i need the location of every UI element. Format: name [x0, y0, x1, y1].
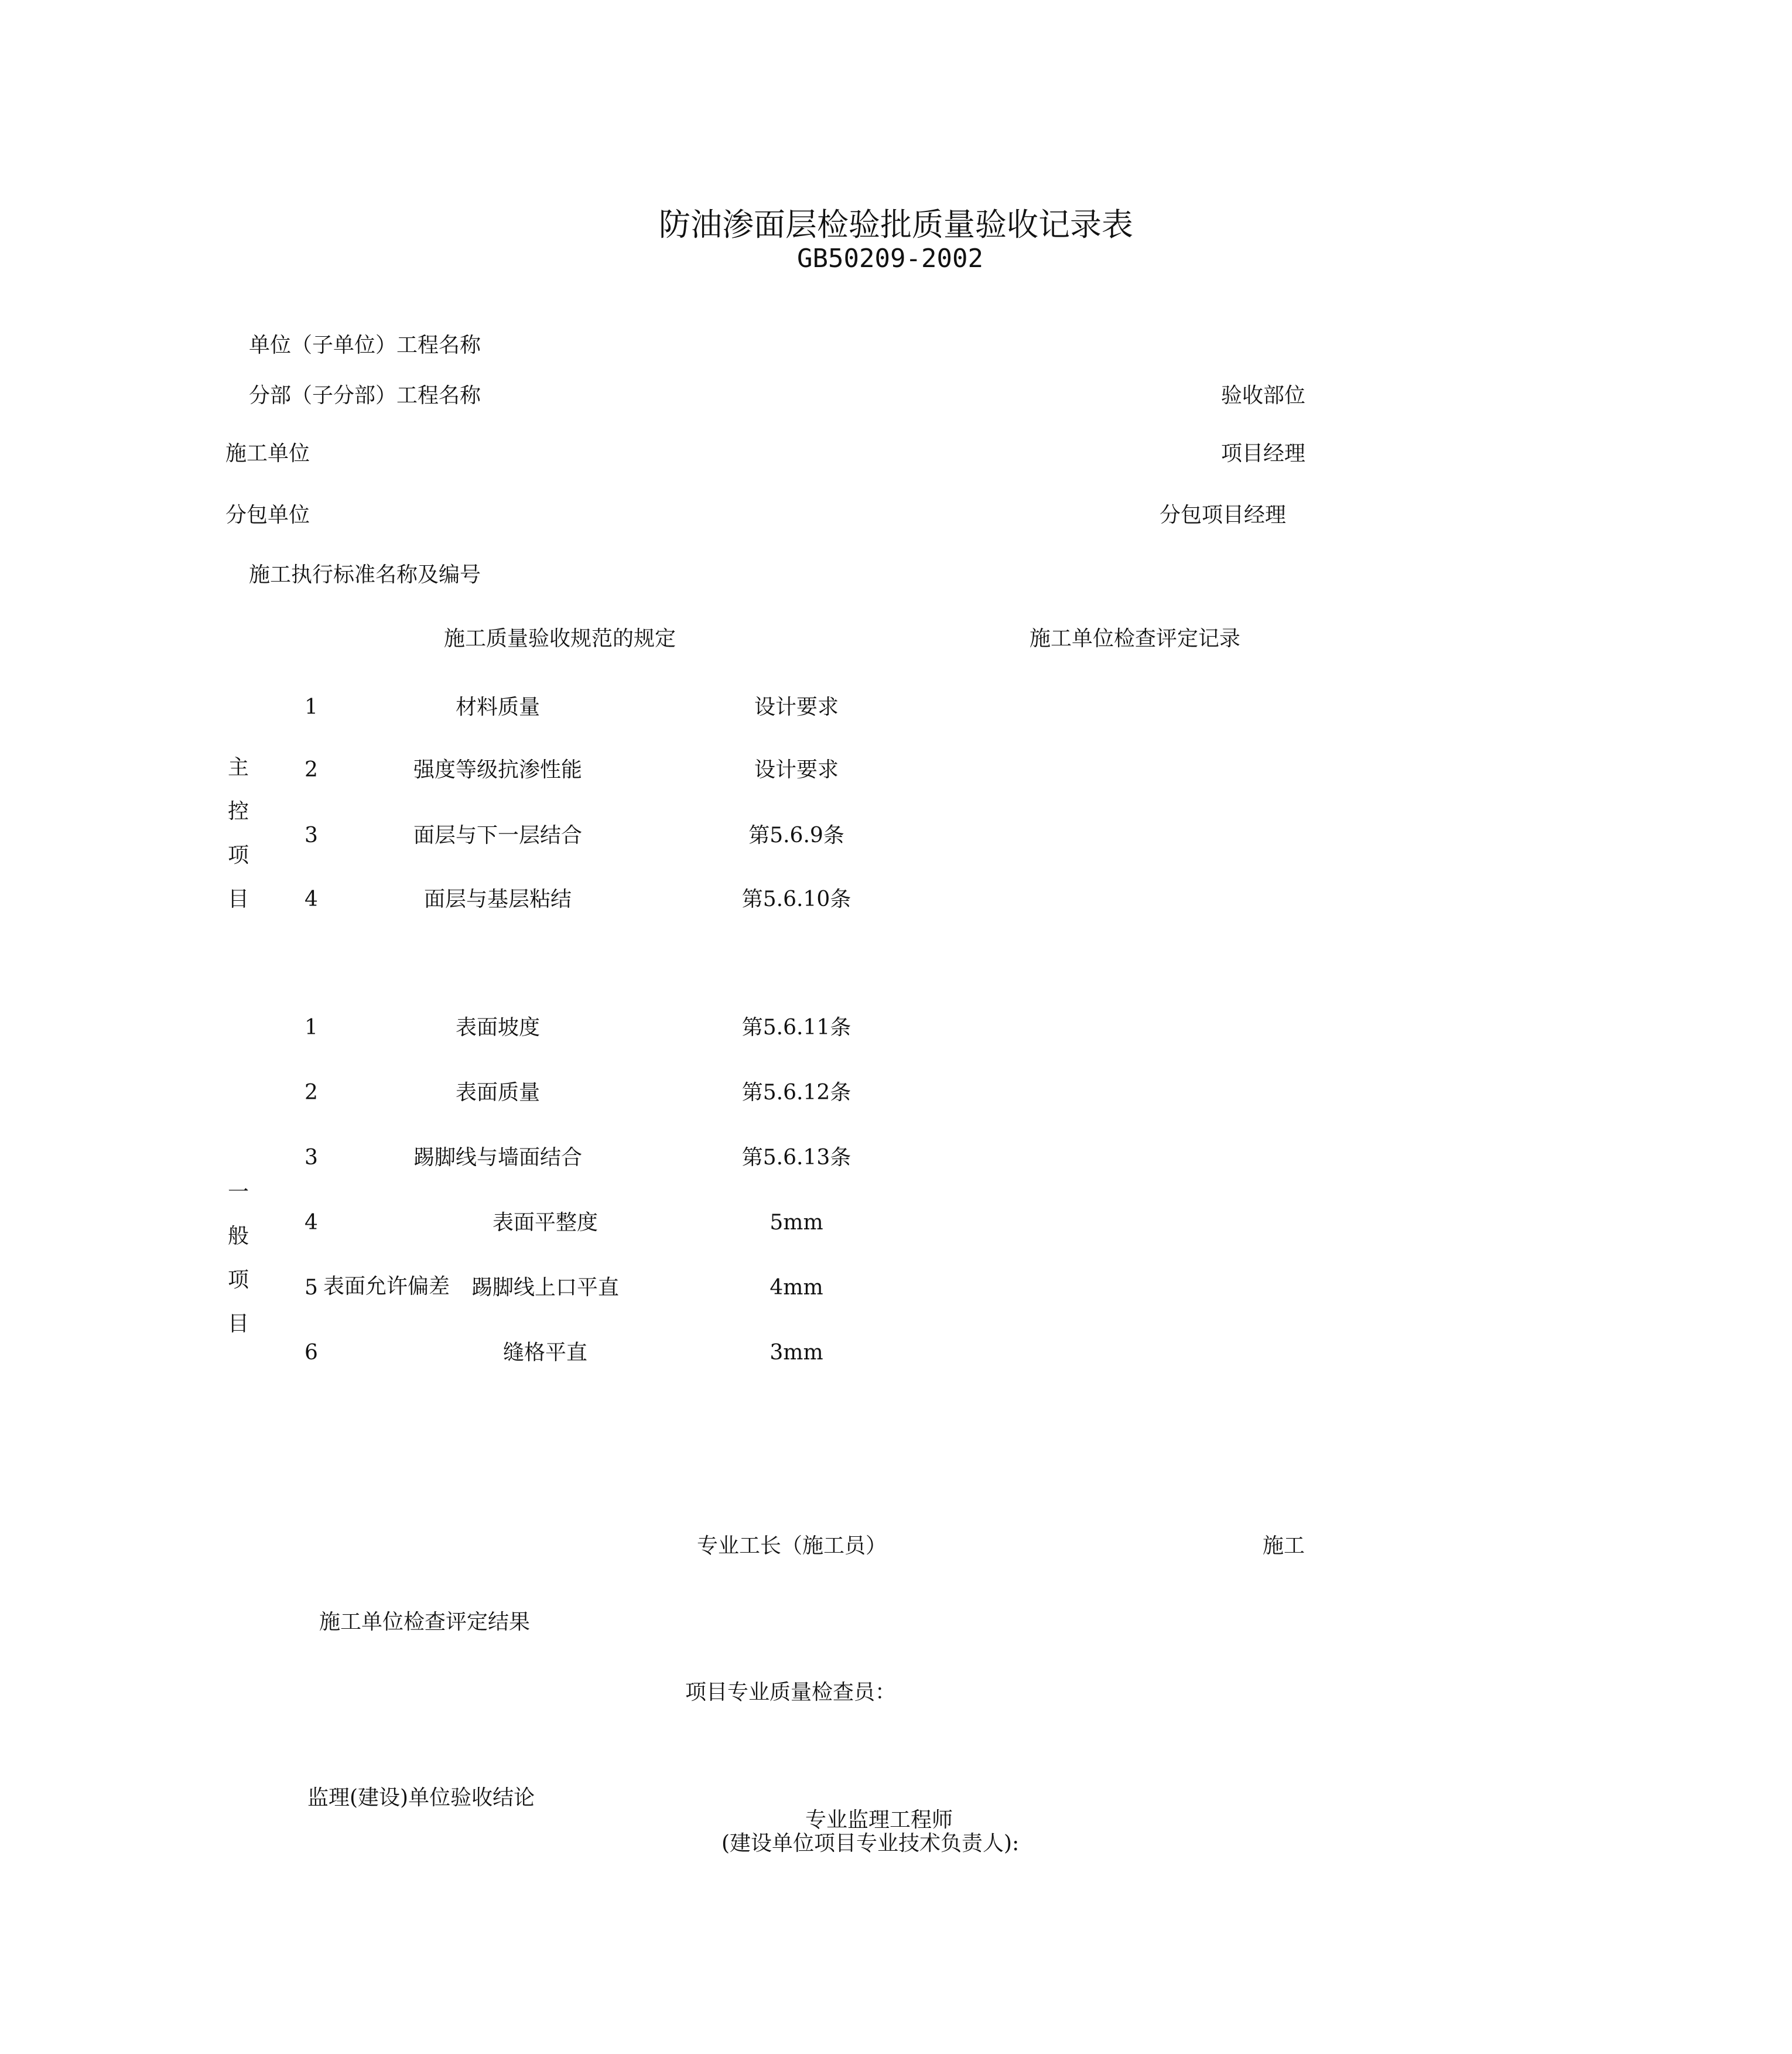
record-header: 施工单位检查评定记录	[1030, 627, 1241, 651]
main-control-label: 主控项目	[227, 756, 249, 911]
standard-code: GB50209-2002	[797, 244, 983, 274]
item-number: 1	[305, 695, 318, 719]
supervision-engineer-label: 专业监理工程师	[805, 1808, 953, 1832]
unit-project-name-label: 单位（子单位）工程名称	[249, 333, 481, 357]
acceptance-part-label: 验收部位	[1221, 384, 1306, 408]
standard-name-label: 施工执行标准名称及编号	[249, 563, 481, 587]
spec-header: 施工质量验收规范的规定	[444, 627, 676, 651]
item-name: 强度等级抗渗性能	[413, 758, 582, 782]
inspection-result-label: 施工单位检查评定结果	[319, 1610, 531, 1634]
item-number: 1	[305, 1016, 318, 1040]
item-name: 踢脚线上口平直	[471, 1276, 620, 1300]
item-number: 5	[305, 1276, 318, 1300]
item-requirement: 第5.6.12条	[741, 1081, 851, 1105]
construction-label-truncated: 施工	[1263, 1534, 1305, 1558]
item-requirement: 设计要求	[754, 758, 839, 782]
item-requirement: 第5.6.10条	[741, 887, 851, 911]
item-requirement: 3mm	[770, 1341, 823, 1365]
item-requirement: 5mm	[770, 1211, 823, 1235]
project-manager-label: 项目经理	[1221, 442, 1306, 466]
item-name: 表面平整度	[493, 1211, 599, 1235]
item-requirement: 第5.6.13条	[741, 1146, 851, 1170]
page-title: 防油渗面层检验批质量验收记录表	[659, 206, 1133, 243]
foreman-label: 专业工长（施工员）	[697, 1534, 887, 1558]
item-requirement: 第5.6.9条	[748, 823, 844, 847]
item-requirement: 4mm	[770, 1276, 823, 1300]
item-name: 缝格平直	[503, 1341, 588, 1365]
general-items-label: 一般项目	[227, 1180, 249, 1336]
subcontractor-label: 分包单位	[225, 503, 310, 527]
supervision-conclusion-label: 监理(建设)单位验收结论	[307, 1786, 535, 1810]
item-number: 3	[305, 823, 318, 847]
sub-project-name-label: 分部（子分部）工程名称	[249, 384, 481, 408]
item-name: 踢脚线与墙面结合	[413, 1146, 582, 1170]
item-name: 表面质量	[455, 1081, 540, 1105]
quality-inspector-label: 项目专业质量检查员：	[685, 1680, 897, 1704]
item-name: 表面坡度	[455, 1016, 540, 1040]
item-number: 2	[305, 758, 318, 782]
item-number: 4	[305, 1211, 318, 1235]
item-number: 4	[305, 887, 318, 911]
item-number: 3	[305, 1146, 318, 1170]
item-number: 2	[305, 1081, 318, 1105]
item-name: 面层与基层粘结	[423, 887, 572, 911]
item-name: 材料质量	[455, 695, 540, 719]
construction-unit-label: 施工单位	[225, 442, 310, 466]
item-name: 面层与下一层结合	[413, 823, 582, 847]
sub-project-manager-label: 分包项目经理	[1160, 503, 1287, 527]
item-requirement: 第5.6.11条	[741, 1016, 851, 1040]
owner-representative-label: (建设单位项目专业技术负责人):	[721, 1831, 1020, 1855]
item-number: 6	[305, 1341, 318, 1365]
item-requirement: 设计要求	[754, 695, 839, 719]
tolerance-group-label: 表面允许偏差	[323, 1274, 450, 1298]
